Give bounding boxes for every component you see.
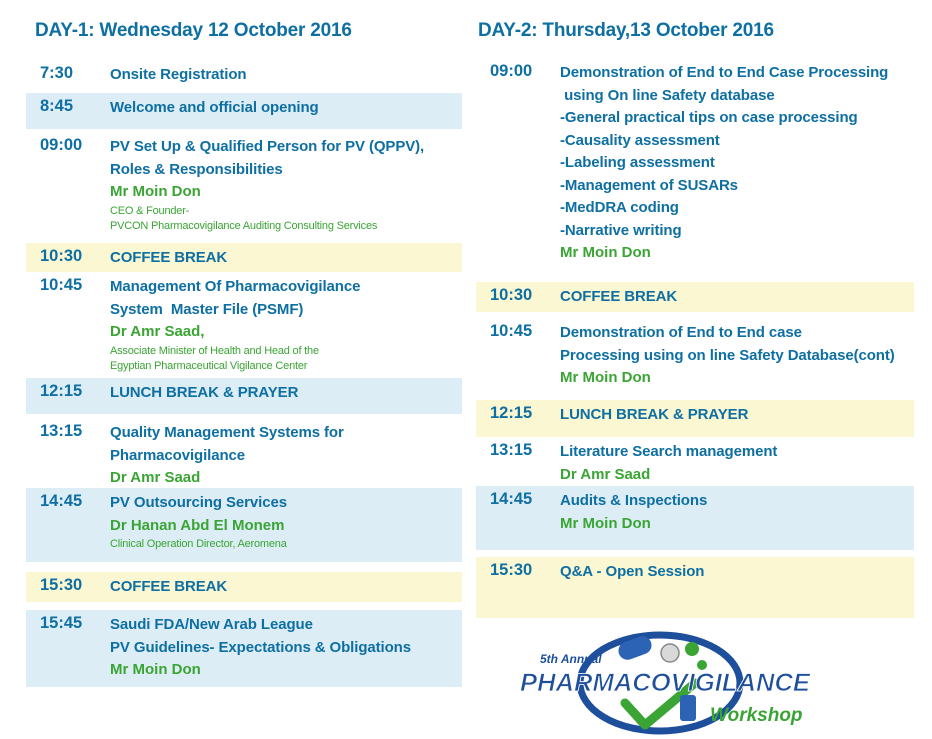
- day2-session-row: [476, 400, 914, 437]
- speaker-affiliation: PVCON Pharmacovigilance Auditing Consulting Services: [110, 219, 378, 232]
- day1-session-row: [26, 610, 462, 687]
- session-time: 13:15: [40, 422, 83, 440]
- session-time: 8:45: [40, 97, 74, 115]
- day1-session-row: [26, 93, 462, 129]
- speaker-affiliation: Associate Minister of Health and Head of the: [110, 344, 319, 357]
- session-title-line: LUNCH BREAK & PRAYER: [560, 406, 749, 423]
- session-time: 14:45: [40, 492, 83, 510]
- session-title-line: -Labeling assessment: [560, 154, 715, 171]
- session-title-line: -Narrative writing: [560, 221, 682, 239]
- logo-name: PHARMACOVIGILANCE: [520, 669, 812, 697]
- session-title-line: Pharmacovigilance: [110, 446, 246, 464]
- session-content: [110, 492, 287, 552]
- session-content: [110, 276, 360, 374]
- bottle-icon: [680, 695, 696, 721]
- session-time: 13:15: [490, 441, 533, 459]
- session-title-line: System Master File (PSMF): [110, 300, 304, 318]
- session-time: 15:30: [40, 576, 83, 594]
- pill-icon: [661, 644, 679, 662]
- session-title-line: PV Outsourcing Services: [110, 494, 287, 511]
- session-title-line: Processing using on line Safety Database(cont): [560, 346, 895, 364]
- day2-session-row: [476, 557, 914, 618]
- day2-session-row: [476, 486, 914, 550]
- session-speaker: Dr Hanan Abd El Monem: [110, 516, 285, 534]
- day1-session-row: [26, 272, 462, 376]
- logo-subtitle: Workshop: [710, 705, 803, 726]
- session-title-line: Saudi FDA/New Arab League: [110, 616, 313, 633]
- session-time: 09:00: [40, 136, 83, 154]
- session-time: 12:15: [40, 382, 83, 400]
- day1-session-row: [26, 572, 462, 602]
- session-content: [560, 322, 895, 390]
- session-content: [110, 97, 319, 120]
- session-title-line: Literature Search management: [560, 443, 778, 460]
- day2-session-row: [476, 282, 914, 312]
- day2-session-row: [476, 318, 914, 394]
- session-title-line: COFFEE BREAK: [110, 578, 228, 595]
- session-content: [110, 576, 227, 599]
- session-content: [560, 404, 748, 427]
- session-content: [560, 561, 704, 584]
- day2-title: DAY-2: Thursday,13 October 2016: [478, 20, 774, 41]
- day1-session-row: [26, 378, 462, 414]
- day2-session-row: [476, 437, 914, 485]
- session-speaker: Mr Moin Don: [560, 244, 651, 261]
- session-title-line: Demonstration of End to End Case Processing: [560, 64, 889, 81]
- session-speaker: Mr Moin Don: [560, 369, 651, 386]
- session-title-line: Quality Management Systems for: [110, 424, 344, 441]
- session-title-line: -MedDRA coding: [560, 199, 679, 216]
- session-title-line: -General practical tips on case processing: [560, 109, 858, 126]
- session-speaker: Dr Amr Saad: [560, 465, 651, 483]
- session-speaker: Dr Amr Saad: [110, 469, 201, 486]
- session-content: [560, 286, 677, 309]
- session-content: [110, 136, 424, 234]
- session-content: [560, 490, 707, 535]
- session-title-line: -Management of SUSARs: [560, 176, 738, 194]
- session-time: 7:30: [40, 64, 74, 82]
- session-content: [110, 382, 298, 405]
- session-speaker: Mr Moin Don: [560, 514, 651, 532]
- day1-title: DAY-1: Wednesday 12 October 2016: [35, 20, 352, 41]
- session-title-line: LUNCH BREAK & PRAYER: [110, 384, 299, 401]
- session-time: 10:30: [490, 286, 533, 304]
- logo-edition: 5th Annual: [540, 652, 602, 666]
- session-speaker: Mr Moin Don: [110, 661, 201, 678]
- session-title-line: Q&A - Open Session: [560, 563, 705, 580]
- session-time: 15:45: [40, 614, 83, 632]
- session-title-line: Demonstration of End to End case: [560, 324, 802, 341]
- speaker-affiliation: Egyptian Pharmaceutical Vigilance Center: [110, 359, 308, 372]
- session-time: 15:30: [490, 561, 533, 579]
- session-content: [110, 247, 227, 270]
- session-title-line: -Causality assessment: [560, 131, 720, 149]
- day1-session-row: [26, 132, 462, 242]
- day1-session-row: [26, 60, 462, 90]
- session-speaker: Mr Moin Don: [110, 183, 201, 200]
- session-content: [560, 62, 888, 265]
- session-speaker: Dr Amr Saad,: [110, 323, 205, 340]
- session-time: 10:45: [490, 322, 533, 340]
- session-content: [110, 422, 344, 490]
- session-content: [110, 64, 246, 87]
- speaker-affiliation: CEO & Founder-: [110, 204, 190, 217]
- session-title-line: COFFEE BREAK: [110, 249, 228, 266]
- session-title-line: PV Guidelines- Expectations & Obligations: [110, 638, 411, 656]
- session-title-line: Audits & Inspections: [560, 492, 708, 509]
- session-title-line: Welcome and official opening: [110, 99, 319, 116]
- session-time: 09:00: [490, 62, 533, 80]
- molecule-icon: [685, 642, 699, 656]
- session-time: 12:15: [490, 404, 533, 422]
- session-time: 14:45: [490, 490, 533, 508]
- session-time: 10:30: [40, 247, 83, 265]
- session-title-line: using On line Safety database: [560, 86, 775, 104]
- day1-session-row: [26, 243, 462, 272]
- day1-session-row: [26, 418, 462, 486]
- session-title-line: PV Set Up & Qualified Person for PV (QPPV),: [110, 138, 425, 155]
- day1-session-row: [26, 488, 462, 562]
- session-title-line: Roles & Responsibilities: [110, 160, 283, 178]
- session-content: [110, 614, 411, 682]
- session-title-line: Management Of Pharmacovigilance: [110, 278, 361, 295]
- session-content: [560, 441, 777, 486]
- speaker-affiliation: Clinical Operation Director, Aeromena: [110, 538, 287, 550]
- session-title-line: Onsite Registration: [110, 66, 247, 83]
- day2-session-row: [476, 58, 914, 268]
- session-time: 10:45: [40, 276, 83, 294]
- workshop-logo: [520, 625, 820, 735]
- session-title-line: COFFEE BREAK: [560, 288, 678, 305]
